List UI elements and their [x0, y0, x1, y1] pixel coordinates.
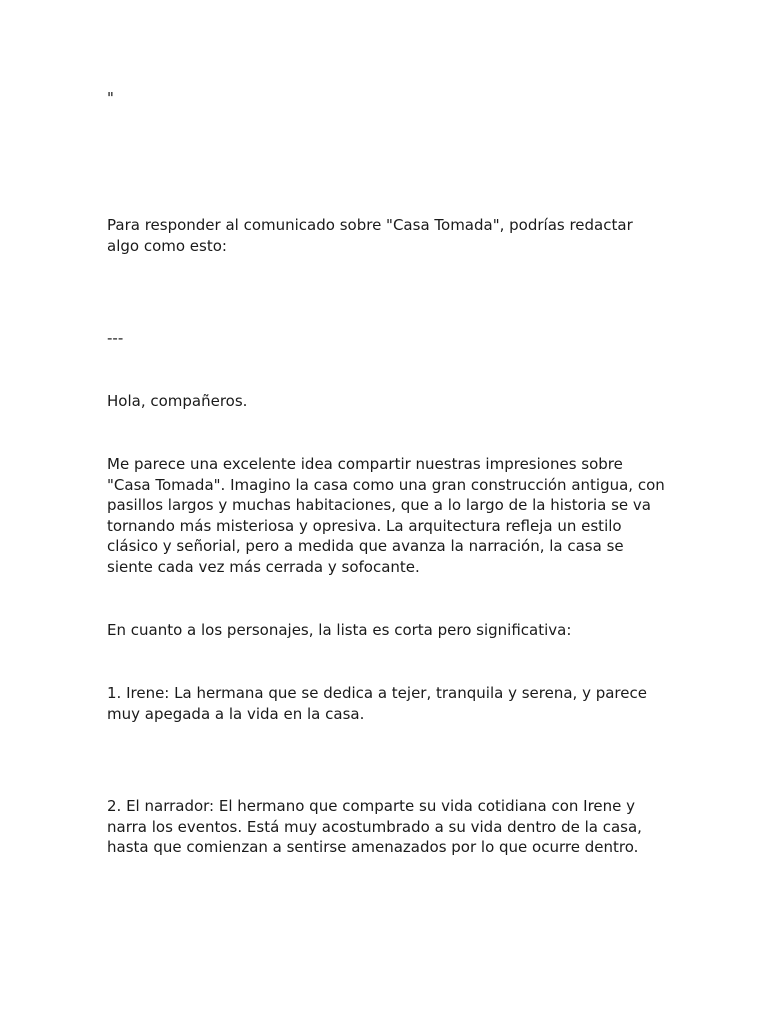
- quote-mark: ": [107, 89, 114, 107]
- character-narrator: 2. El narrador: El hermano que comparte su vida cotidiana con Irene y narra los eventos. Está muy acostumbrado a su vida dentro de la casa, hasta que comienzan a sentirse amenazados por lo que ocurre dentro.: [107, 797, 642, 857]
- intro-paragraph: Para responder al comunicado sobre "Casa Tomada", podrías redactar algo como esto:: [107, 216, 633, 255]
- house-description-paragraph: Me parece una excelente idea compartir nuestras impresiones sobre "Casa Tomada". Imagino la casa como una gran construcción antigua, con pasillos largos y muchas habitaciones, que a lo largo de la historia se va tornando más misteriosa y opresiva. La arquitectura refleja un estilo clásico y señorial, pero a medida que avanza la narración, la casa se siente cada vez más cerrada y sofocante.: [107, 455, 665, 576]
- characters-intro: En cuanto a los personajes, la lista es corta pero significativa:: [107, 621, 572, 639]
- greeting: Hola, compañeros.: [107, 392, 248, 410]
- character-irene: 1. Irene: La hermana que se dedica a tejer, tranquila y serena, y parece muy apegada a la vida en la casa.: [107, 684, 647, 723]
- separator: ---: [107, 329, 124, 347]
